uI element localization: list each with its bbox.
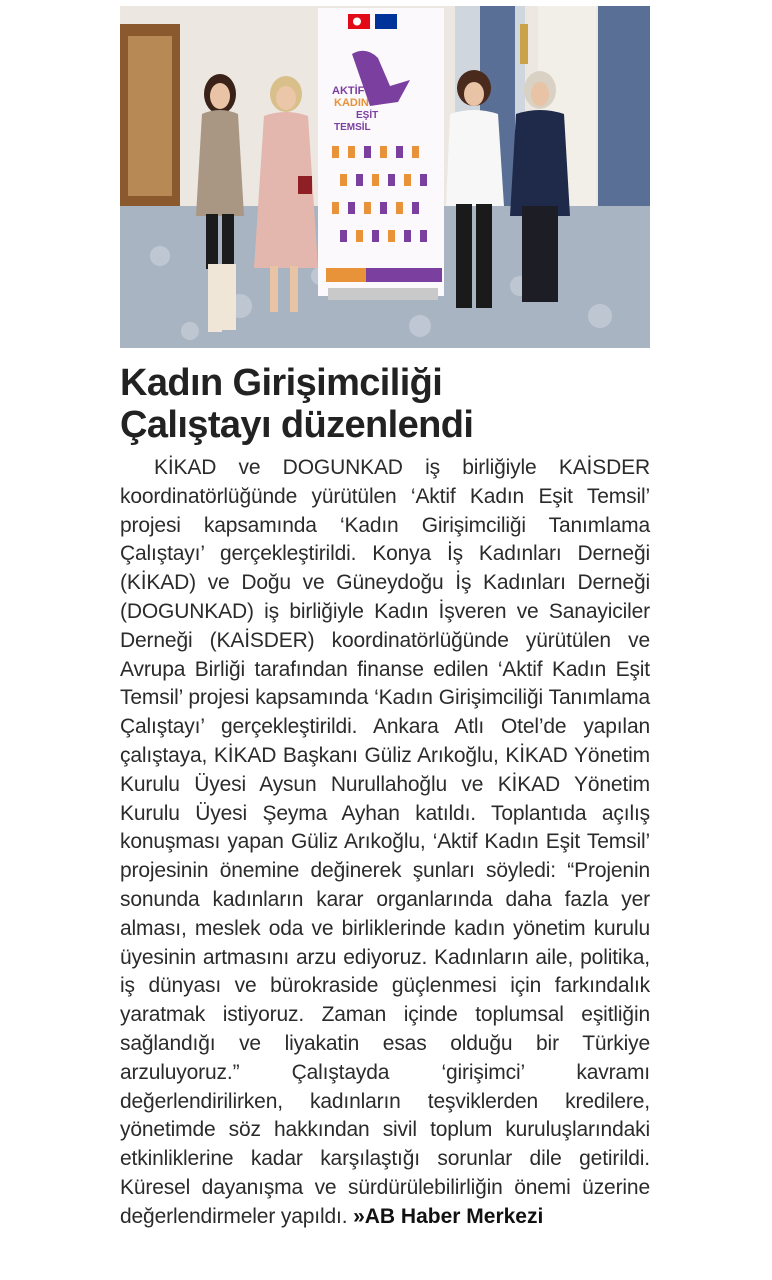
article-body: [120, 454, 650, 1232]
banner-text-2: KADIN: [334, 97, 369, 109]
article-photo: [120, 6, 650, 348]
headline-line-1: Kadın Girişimciliği: [120, 362, 443, 404]
article-byline: »AB Haber Merkezi: [353, 1204, 544, 1228]
article-headline: [120, 362, 660, 446]
article-body-text: KİKAD ve DOGUNKAD iş birliğiyle KAİSDER koordinatörlüğünde yürütülen ‘Aktif Kadın Eşit Temsil’ projesi kapsamında ‘Kadın Girişimciliği Tanımlama Çalıştayı’ gerçekleştirildi. Konya İş Kadınları Derneği (KİKAD) ve Doğu ve Güneydoğu İş Kadınları Derneği (DOGUNKAD) iş birliğiyle Kadın İşveren ve Sanayiciler Derneği (KAİSDER) koordinatörlüğünde yürütülen ve Avrupa Birliği tarafından finanse edilen ‘Aktif Kadın Eşit Temsil’ projesi kapsamında ‘Kadın Girişimciliği Tanımlama Çalıştayı’ gerçekleştirildi. Ankara Atlı Otel’de yapılan çalıştaya, KİKAD Başkanı Güliz Arıkoğlu, KİKAD Yönetim Kurulu Üyesi Aysun Nurullahoğlu ve KİKAD Yönetim Kurulu Üyesi Şeyma Ayhan katıldı. Toplantıda açılış konuşması yapan Güliz Arıkoğlu, ‘Aktif Kadın Eşit Temsil’ projesinin önemine değinerek şunları söyledi: “Projenin sonunda kadınların karar organlarında daha fazla yer alması, meslek oda ve birliklerinde kadın yönetim kurulu üyesinin artmasını arzu ediyoruz. Kadınların aile, politika, iş dünyası ve bürokraside güçlenmesi için farkındalık yaratmak istiyoruz. Zaman içinde toplumsal eşitliğin sağlandığı ve liyakatin esas olduğu bir Türkiye arzuluyoruz.” Çalıştayda ‘girişimci’ kavramı değerlendirilirken, kadınların teşviklerden kredilere, yönetimde söz hakkından sivil toplum kuruluşlarındaki etkinliklerine kadar karşılaştığı sorunlar dile getirildi. Küresel dayanışma ve sürdürülebilirliğin önemi üzerine değerlendirmeler yapıldı.: [120, 456, 650, 1228]
banner-text-1: AKTİF: [332, 85, 365, 97]
banner-text-4: TEMSİL: [334, 122, 371, 133]
headline-line-2: Çalıştayı düzenlendi: [120, 404, 474, 446]
banner-text-3: EŞİT: [356, 110, 379, 121]
project-banner: [318, 8, 444, 300]
